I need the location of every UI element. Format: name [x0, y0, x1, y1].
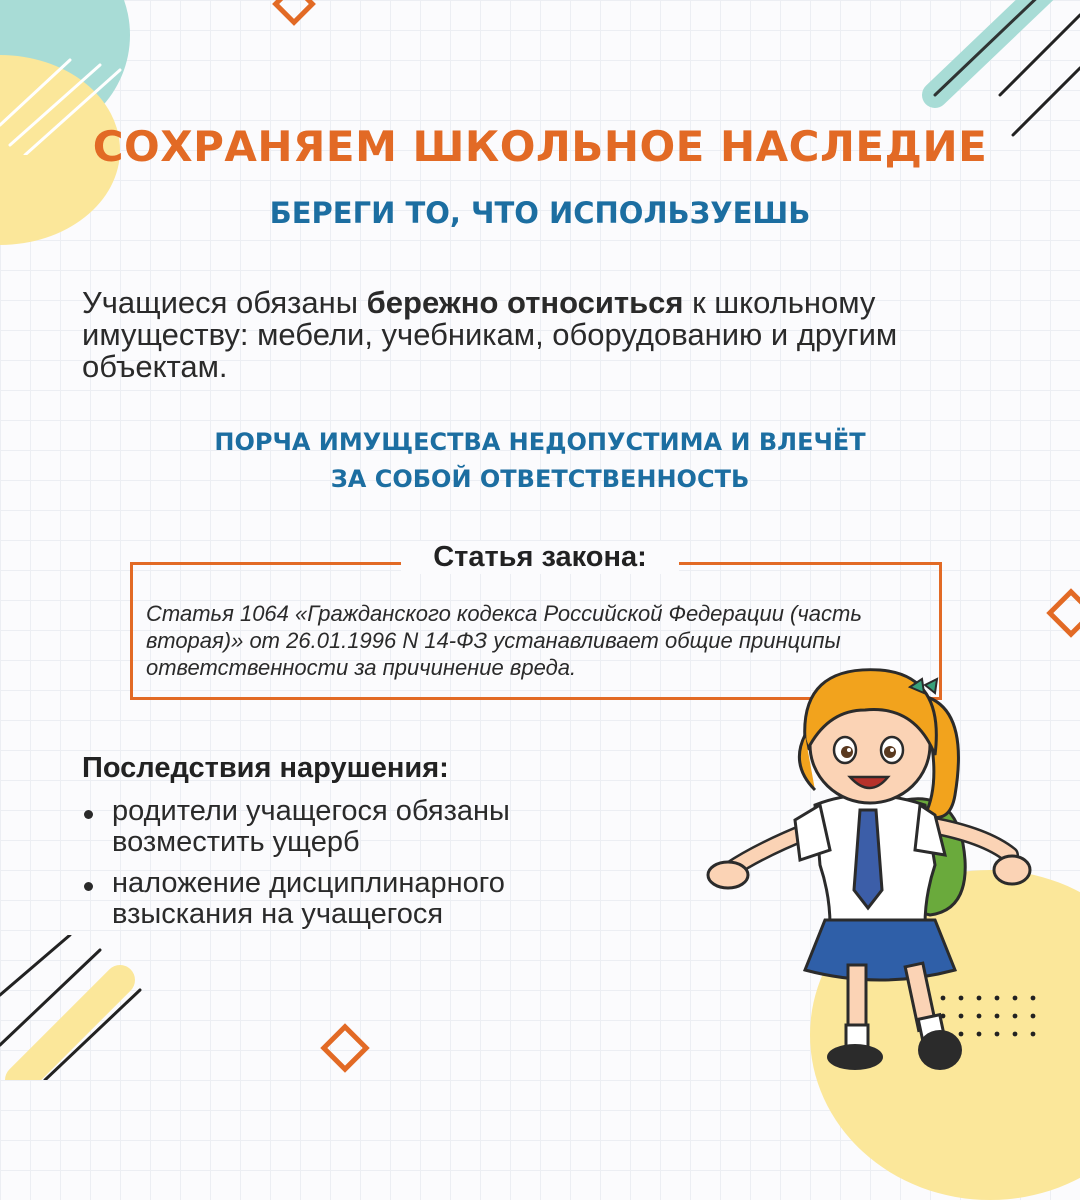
diagonal-lines-icon-bottom-left	[0, 935, 150, 1080]
page-subtitle: БЕРЕГИ ТО, ЧТО ИСПОЛЬЗУЕШЬ	[269, 196, 811, 230]
diamond-outline-icon	[268, 0, 320, 36]
warning-line-2: ЗА СОБОЙ ОТВЕТСТВЕННОСТЬ	[330, 465, 750, 493]
intro-paragraph	[82, 287, 1012, 383]
page-title: СОХРАНЯЕМ ШКОЛЬНОЕ НАСЛЕДИЕ	[92, 122, 988, 171]
diamond-outline-icon-bottom	[315, 1018, 375, 1080]
consequences-list	[82, 796, 602, 940]
intro-text-bold: бережно относиться	[366, 285, 684, 320]
list-item: родители учащегося обязаны возместить ущерб	[82, 796, 602, 858]
warning-block	[0, 424, 1080, 498]
diamond-outline-icon-right	[1040, 586, 1080, 646]
intro-text-end: к школьному имуществу: мебели, учебникам, оборудованию и другим объектам.	[82, 285, 898, 384]
warning-line-1: ПОРЧА ИМУЩЕСТВА НЕДОПУСТИМА И ВЛЕЧЁТ	[214, 428, 866, 456]
intro-text-start: Учащиеся обязаны	[82, 285, 367, 320]
law-article-title: Статья закона:	[401, 541, 679, 574]
consequences-title: Последствия нарушения:	[82, 752, 449, 784]
list-item: наложение дисциплинарного взыскания на учащегося	[82, 868, 602, 930]
schoolgirl-illustration	[700, 665, 1040, 1080]
law-article-text: Статья 1064 «Гражданского кодекса Российской Федерации (часть вторая)» от 26.01.1996 N 14-ФЗ устанавливает общие принципы ответственности за причинение вреда.	[146, 601, 862, 680]
